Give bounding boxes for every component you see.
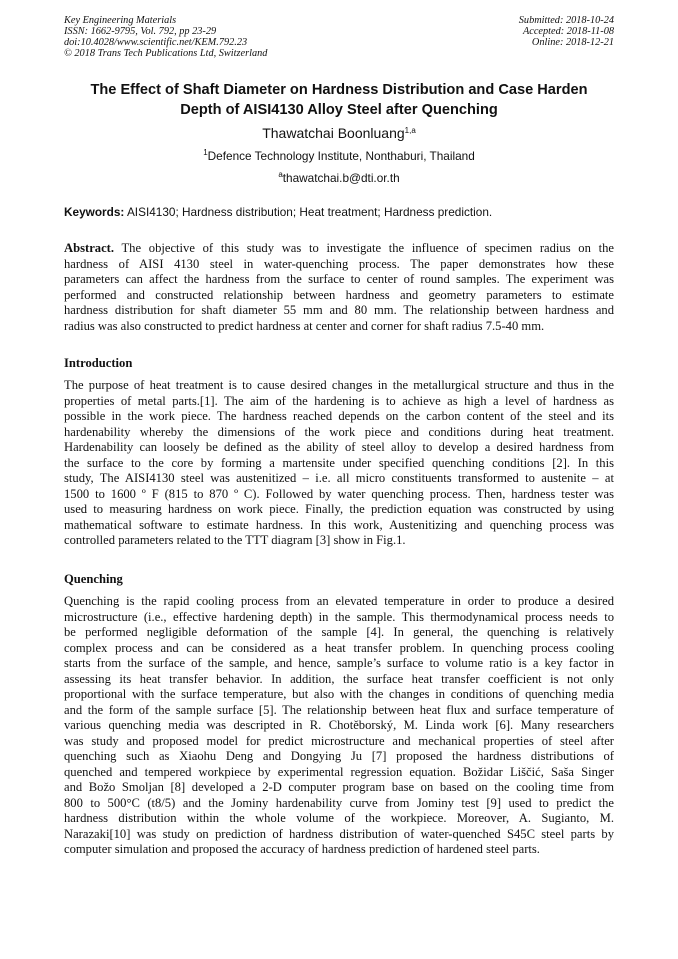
journal-header: [64, 16, 267, 60]
introduction-body: [64, 378, 614, 549]
text-line: Hardenability can loosely be defined as the ability of steel alloy to develop a desired hardness from: [64, 440, 614, 454]
text-line: microstructure (i.e., effective hardening depth) in the sample. This thermodynamical process needs to: [64, 609, 614, 624]
submitted-date: Submitted: 2018-10-24: [518, 15, 614, 26]
text-line: quenching such as Xiaohu Deng and Dongying Ju [7] proposed the hardness distributions of: [64, 749, 614, 763]
text-line: mathematical software to estimate hardness. In this work, Austenitizing and quenching process was: [64, 517, 614, 532]
online-date: Online: 2018-12-21: [531, 36, 614, 48]
affiliation-superscript: 1: [203, 148, 208, 157]
email-superscript: a: [278, 170, 283, 179]
text-line: various quenching media was descripted in R. Chotěborský, M. Linda work [6]. Many researchers: [64, 718, 614, 732]
text-line: Quenching is the rapid cooling process from an elevated temperature in order to produce a desired: [64, 594, 614, 608]
text-line: 800 to 500°C (t8/5) and the Jominy hardenability curve from Jominy test [9] used to predict the: [64, 795, 614, 810]
abstract-label: Abstract.: [64, 241, 115, 255]
text-line: possible in the work piece. The hardness reached depends on the carbon content of the steel and its: [64, 409, 614, 423]
journal-name: Key Engineering Materials: [64, 15, 177, 26]
keywords: [64, 205, 616, 220]
text-line: assessing its heat transfer behavior. In addition, the surface heat transfer coefficient is not only: [64, 671, 614, 686]
text-line: and Božo Smoljan [8] developed a 2-D computer program base on based on the cooling time from: [64, 780, 614, 794]
abstract-line: hardness of AISI 4130 steel in water-quenching process. The paper demonstrates how these: [64, 256, 614, 271]
text-line: hardness distribution within the whole volume of the workpiece. Moreover, A. Sugianto, M.: [64, 811, 614, 825]
author-email: [0, 171, 678, 186]
text-line: controlled parameters related to the TTT diagram [3] show in Fig.1.: [64, 533, 406, 547]
affiliation: [0, 149, 678, 164]
text-line: properties of metal parts.[1]. The aim of the hardening is to achieve as high a level of hardness as: [64, 393, 614, 408]
journal-doi: doi:10.4028/www.scientific.net/KEM.792.23: [64, 36, 248, 48]
publication-dates: [519, 16, 614, 49]
quenching-heading: Quenching: [64, 572, 123, 586]
abstract-line: hardness distribution for shaft diameter 55 mm and 80 mm. The relationship between hardness and: [64, 303, 614, 317]
text-line: the surface to the core by forming a martensite under specified quenching conditions [2]. In this: [64, 455, 614, 470]
keywords-label: Keywords:: [64, 205, 125, 219]
email-text[interactable]: thawatchai.b@dti.or.th: [282, 171, 400, 185]
paper-title-line-1: The Effect of Shaft Diameter on Hardness Distribution and Case Harden: [90, 82, 588, 98]
text-line: quenched and tempered workpiece by experimental regression equation. Božidar Liščić, Saša Singer: [64, 764, 614, 779]
abstract-line: performed and constructed relationship between hardness and geometry parameters to estimate: [64, 287, 614, 302]
abstract-line: radius was also constructed to predict hardness at center and corner for shaft radius 7.5-40 mm.: [64, 318, 545, 333]
text-line: was study and proposed model for predict microstructure and mechanical properties of steel after: [64, 733, 614, 748]
text-line: used to measuring hardness on work piece. Finally, the prediction equation was constructed by using: [64, 502, 614, 516]
text-line: 1500 to 1600 º F (815 to 870 º C). Followed by water quenching process. Then, hardness tester was: [64, 486, 614, 501]
journal-issn: ISSN: 1662-9795, Vol. 792, pp 23-29: [64, 25, 217, 37]
affiliation-text: Defence Technology Institute, Nonthaburi, Thailand: [207, 149, 475, 163]
author-name: Thawatchai Boonluang: [262, 125, 405, 141]
introduction-heading: Introduction: [64, 356, 133, 370]
abstract-line: parameters can affect the hardness from the surface to center of round samples. The experiment was: [64, 272, 614, 286]
text-line: study, The AISI4130 steel was austenitized – i.e. all micro constituents transformed to austenite – at: [64, 471, 614, 485]
text-line: be performed negligible deformation of the sample [4]. In general, the quenching is relatively: [64, 625, 614, 639]
accepted-date: Accepted: 2018-11-08: [522, 25, 614, 37]
paper-title: [40, 80, 638, 120]
journal-copyright: © 2018 Trans Tech Publications Ltd, Switzerland: [64, 47, 268, 59]
author: [0, 124, 678, 142]
quenching-body: [64, 594, 614, 858]
text-line: complex process and can be considered as a heat transfer problem. In quenching process cooling: [64, 640, 614, 655]
abstract: [64, 241, 614, 334]
text-line: hardenability whereby the dimensions of the work piece and conditions during heat treatment.: [64, 424, 614, 439]
text-line: proportional with the surface temperature, but also with the changes in conditions of quenching media: [64, 687, 614, 701]
text-line: and the form of the sample surface [5]. The relationship between heat flux and surface temperature of: [64, 702, 614, 717]
paper-title-line-2: Depth of AISI4130 Alloy Steel after Quenching: [180, 102, 498, 118]
text-line: Narazaki[10] was study on prediction of hardness distribution of water-quenched S45C steel parts by: [64, 826, 614, 841]
text-line: The purpose of heat treatment is to cause desired changes in the metallurgical structure and thus in the: [64, 378, 614, 392]
author-superscript: 1,a: [404, 126, 416, 135]
abstract-line: Abstract. The objective of this study was to investigate the influence of specimen radius on the: [64, 241, 614, 255]
keywords-text: AISI4130; Hardness distribution; Heat treatment; Hardness prediction.: [124, 205, 493, 219]
text-line: starts from the surface of the sample, and hence, sample’s surface to volume ratio is a key factor in: [64, 656, 614, 670]
text-line: computer simulation and proposed the accuracy of hardness prediction of hardened steel parts.: [64, 842, 540, 856]
